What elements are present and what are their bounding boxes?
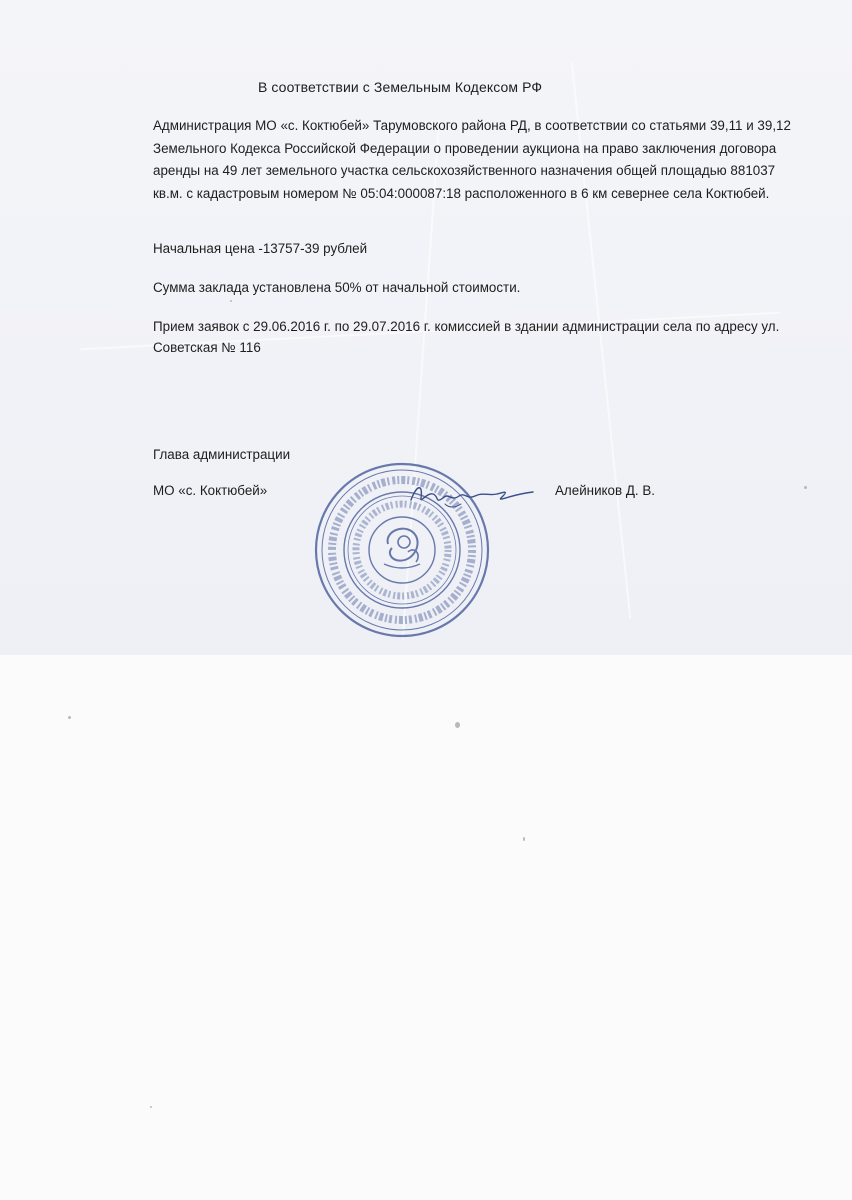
scan-speck [523,837,525,841]
handwritten-signature [405,474,540,514]
signatory-organization: МО «с. Коктюбей» [153,483,268,498]
scan-speck [230,300,232,302]
signatory-title: Глава администрации [153,447,291,462]
blank-scan-area [0,655,852,1200]
scan-speck [455,722,460,728]
deposit-amount: Сумма заклада установлена 50% от начальной стоимости. [153,280,521,295]
scan-speck [150,1106,152,1108]
starting-price: Начальная цена -13757-39 рублей [153,241,368,256]
scan-speck [804,486,807,489]
signatory-name: Алейников Д. В. [555,483,655,498]
document-heading: В соответствии с Земельным Кодексом РФ [258,79,543,95]
application-period: Прием заявок с 29.06.2016 г. по 29.07.2016 г. комиссией в здании администрации села по адресу ул. Советская № 116 [153,319,780,355]
auction-notice-paragraph: Администрация МО «с. Коктюбей» Тарумовского района РД, в соответствии со статьями 39,11 и 39,12 Земельного Кодекса Российской Федерации о проведении аукциона на право заключения договора аренды на 49 лет земельного участка сельскохозяйственного назначения общей площадью 881037 кв.м. с кадастровым номером № 05:04:000087:18 расположенного в 6 км севернее села Коктюбей. [153,118,791,201]
scan-speck [68,716,71,719]
